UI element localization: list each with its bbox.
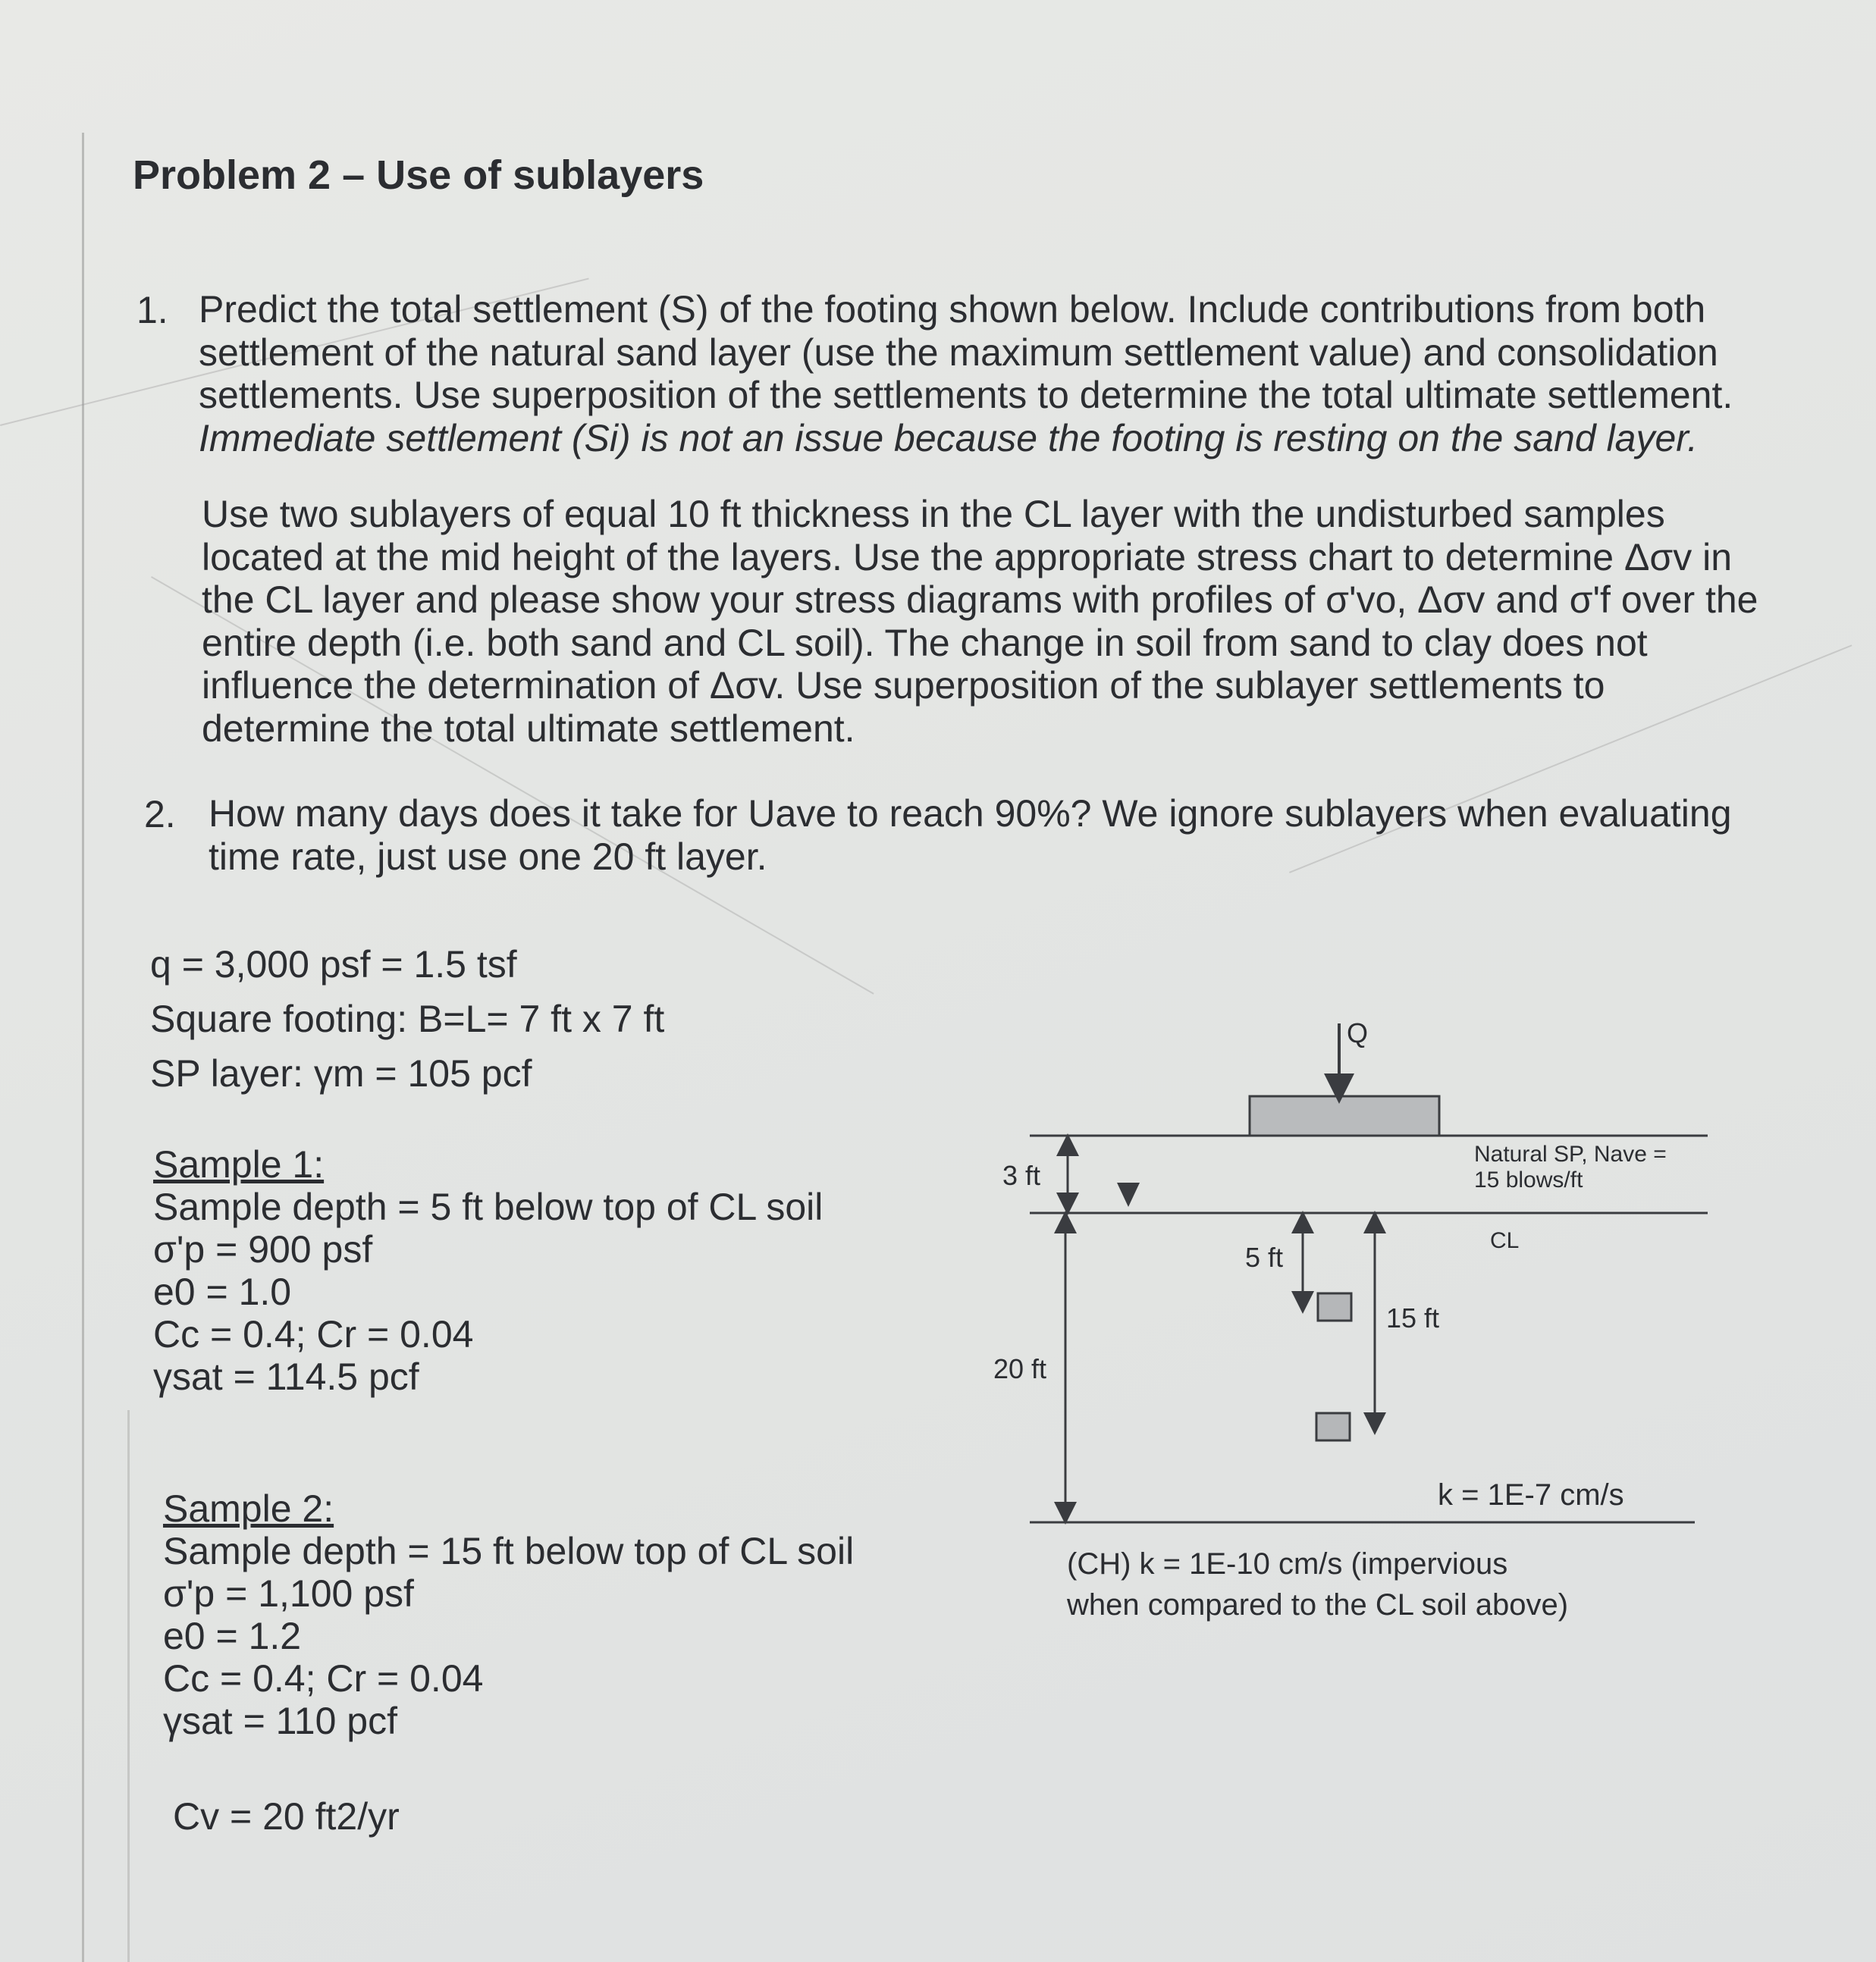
q1-line: determine the total ultimate settlement. <box>202 707 855 750</box>
sample-1-unit-weight: γsat = 114.5 pcf <box>153 1356 419 1398</box>
sp-unit-weight: SP layer: γm = 105 pcf <box>150 1052 532 1095</box>
sp-layer-label <box>1474 1142 1667 1193</box>
ch-note-line: (CH) k = 1E-10 cm/s (impervious <box>1067 1547 1508 1581</box>
sample-1-preconsolidation: σ'p = 900 psf <box>153 1228 373 1271</box>
q2-line: time rate, just use one 20 ft layer. <box>209 835 767 878</box>
sample-1-heading: Sample 1: <box>153 1143 325 1186</box>
consolidation-coefficient: Cv = 20 ft2/yr <box>173 1795 400 1838</box>
q1-line: the CL layer and please show your stress diagrams with profiles of σ'vo, Δσv and σ'f over the <box>202 578 1758 621</box>
ch-note-line: when compared to the CL soil above) <box>1067 1588 1569 1622</box>
question-2-number: 2. <box>144 793 176 835</box>
question-1-text <box>199 288 1791 459</box>
sample-2-preconsolidation: σ'p = 1,100 psf <box>163 1572 414 1615</box>
sample-1-block <box>153 1143 823 1398</box>
footing-size: Square footing: B=L= 7 ft x 7 ft <box>150 998 665 1040</box>
sample-1-indices: Cc = 0.4; Cr = 0.04 <box>153 1313 474 1356</box>
load-label: Q <box>1347 1017 1369 1048</box>
sample-2-block <box>163 1487 854 1742</box>
notebook-margin-line <box>82 133 84 1962</box>
q1-line: Use two sublayers of equal 10 ft thickness in the CL layer with the undisturbed samples <box>202 493 1665 535</box>
sample-1-void-ratio: e0 = 1.0 <box>153 1271 292 1313</box>
footing <box>1250 1096 1439 1136</box>
sample-2-void-ratio: e0 = 1.2 <box>163 1615 302 1657</box>
q1-line: Predict the total settlement (S) of the footing shown below. Include contributions from both <box>199 288 1706 331</box>
sample-2-heading: Sample 2: <box>163 1487 334 1530</box>
question-1-sublayer-text <box>202 493 1794 750</box>
sample-2-indices: Cc = 0.4; Cr = 0.04 <box>163 1657 484 1700</box>
q1-line: settlements. Use superposition of the settlements to determine the total ultimate settlement. <box>199 374 1733 416</box>
given-data <box>150 937 664 1101</box>
sample-2-unit-weight: γsat = 110 pcf <box>163 1700 397 1742</box>
load-value: q = 3,000 psf = 1.5 tsf <box>150 943 517 986</box>
page-title: Problem 2 – Use of sublayers <box>133 152 704 198</box>
sp-note-line: 15 blows/ft <box>1474 1167 1583 1193</box>
question-1-number: 1. <box>136 289 168 331</box>
soil-profile-diagram <box>971 1008 1729 1653</box>
notebook-margin-line <box>127 1410 130 1962</box>
dimension-3ft-label: 3 ft <box>1002 1160 1041 1191</box>
q2-line: How many days does it take for Uave to reach 90%? We ignore sublayers when evaluating <box>209 792 1732 835</box>
sp-note-line: Natural SP, Nave = <box>1474 1142 1667 1167</box>
dimension-20ft-label: 20 ft <box>993 1353 1047 1384</box>
ch-layer-note <box>1067 1544 1568 1625</box>
question-2-text <box>209 792 1801 878</box>
q1-line: entire depth (i.e. both sand and CL soil). The change in soil from sand to clay does not <box>202 621 1648 664</box>
sample-2-marker <box>1316 1413 1350 1440</box>
q1-line: located at the mid height of the layers. Use the appropriate stress chart to determine Δσv in <box>202 535 1733 578</box>
q1-italic-note: Immediate settlement (Si) is not an issue because the footing is resting on the sand layer. <box>199 416 1698 459</box>
q1-line: settlement of the natural sand layer (use the maximum settlement value) and consolidation <box>199 331 1718 374</box>
cl-layer-label: CL <box>1490 1228 1520 1253</box>
sample-1-depth: Sample depth = 5 ft below top of CL soil <box>153 1186 823 1228</box>
dimension-15ft-label: 15 ft <box>1386 1302 1440 1334</box>
sample-1-marker <box>1318 1293 1351 1321</box>
dimension-5ft-label: 5 ft <box>1245 1242 1284 1273</box>
water-table-icon <box>1117 1183 1140 1207</box>
cl-permeability-label: k = 1E-7 cm/s <box>1438 1478 1624 1512</box>
q1-line: influence the determination of Δσv. Use superposition of the sublayer settlements to <box>202 664 1605 707</box>
sample-2-depth: Sample depth = 15 ft below top of CL soil <box>163 1530 855 1572</box>
